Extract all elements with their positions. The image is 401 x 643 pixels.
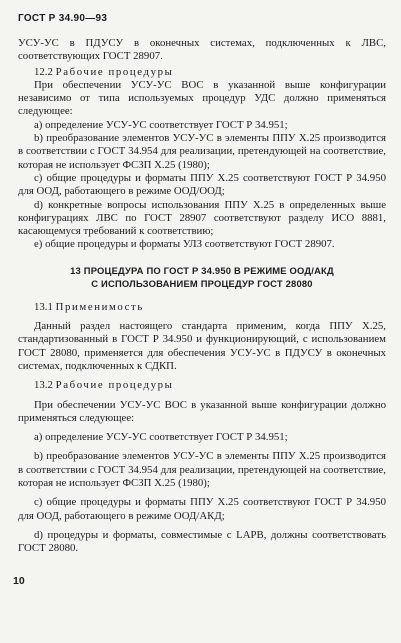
list-item-13-b: b) преобразование элементов УСУ-УС в элементы ППУ Х.25 производится в соответствии с ГОСТ 34.954 для реализации, претендующей на соответствие, которая не использует ФСЗП Х.25 (1980); — [18, 450, 386, 490]
list-item-12-a: a) определение УСУ-УС соответствует ГОСТ Р 34.951; — [34, 118, 288, 131]
subsection-number: 13.2 — [34, 379, 53, 392]
section-13-title-line1: 13 ПРОЦЕДУРА ПО ГОСТ Р 34.950 В РЕЖИМЕ ООД/АКД — [70, 264, 334, 276]
applicability-paragraph: Данный раздел настоящего стандарта применим, когда ППУ Х.25, стандартизованный в ГОСТ Р 34.950 и функционирующий, с использованием ГОСТ 28080, применяется для обеспечения УСУ-УС в ПДУСУ в оконечных системах, подключенных к СДКП. — [18, 320, 386, 372]
section-13-title-line2: С ИСПОЛЬЗОВАНИЕМ ПРОЦЕДУР ГОСТ 28080 — [91, 278, 313, 290]
subsection-number: 12.2 — [34, 65, 53, 78]
intro-paragraph-12: При обеспечении УСУ-УС ВОС в указанной выше конфигурации независимо от типа используемых процедур УДС должно применяться следующее: — [18, 78, 386, 118]
list-item-13-d: d) процедуры и форматы, совместимые с LAPB, должны соответствовать ГОСТ 28080. — [18, 528, 386, 555]
page-header-code: ГОСТ Р 34.90—93 — [18, 13, 108, 24]
list-item-13-a: a) определение УСУ-УС соответствует ГОСТ Р 34.951; — [34, 431, 288, 444]
list-item-12-e: e) общие процедуры и форматы УЛЗ соответствуют ГОСТ 28907. — [34, 238, 335, 251]
subsection-label: Применимость — [55, 300, 144, 313]
list-item-13-c: c) общие процедуры и форматы ППУ Х.25 соответствуют ГОСТ Р 34.950 для ООД, работающего в режиме ООД/АКД; — [18, 496, 386, 522]
document-body — [18, 37, 386, 556]
list-item-12-c: c) общие процедуры и форматы ППУ Х.25 соответствуют ГОСТ Р 34.950 для ООД, работающего в режиме ООД/ООД; — [18, 171, 386, 198]
subsection-number: 13.1 — [34, 300, 53, 313]
list-item-12-d: d) конкретные вопросы использования ППУ Х.25 в определенных выше конфигурациях ЛВС по ГОСТ 28907 соответствуют разделу ИСО 8881, касающемуся требований к соответствию; — [18, 198, 386, 238]
subsection-13-1-heading — [18, 301, 386, 314]
intro-paragraph-13: При обеспечении УСУ-УС ВОС в указанной выше конфигурации должно применяться следующее: — [18, 398, 386, 424]
subsection-13-2-heading — [18, 379, 386, 392]
subsection-12-2-heading — [18, 66, 386, 79]
subsection-label: Рабочие процедуры — [55, 65, 174, 78]
section-13-title — [18, 264, 386, 291]
subsection-label: Рабочие процедуры — [55, 379, 174, 392]
list-item-12-b: b) преобразование элементов УСУ-УС в элементы ППУ Х.25 производится в соответствии с ГОСТ 34.954 для реализации, претендующей на соответствие, которая не использует ФСЗП Х.25 (1980); — [18, 132, 386, 171]
page-number: 10 — [13, 575, 25, 587]
continued-paragraph: УСУ-УС в ПДУСУ в оконечных системах, подключенных к ЛВС, соответствующих ГОСТ 28907. — [18, 37, 386, 63]
